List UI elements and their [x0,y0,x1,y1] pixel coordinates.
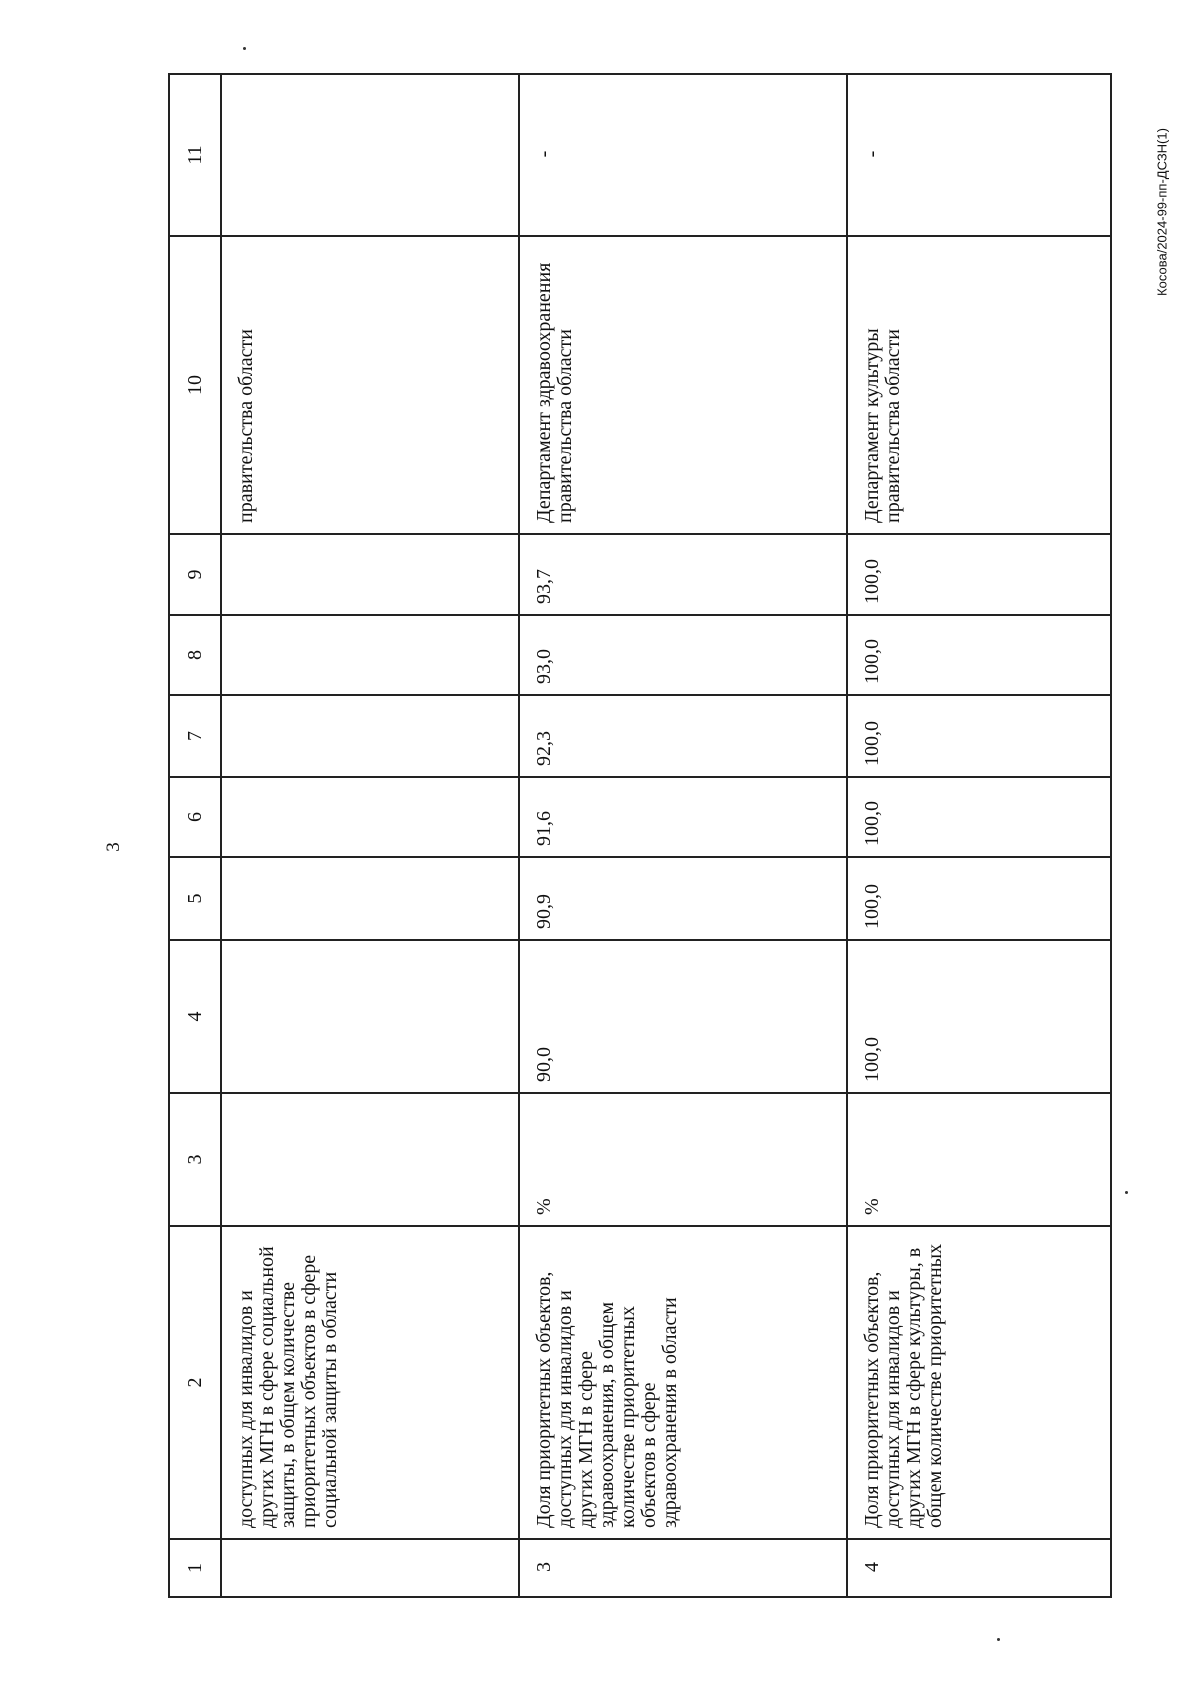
value-cell: 100,0 [847,534,1111,615]
rotated-table-wrapper [168,87,1108,1598]
header-cell: 3 [169,1093,221,1226]
value-cell [221,940,519,1093]
indicator-name-cell: доступных для инвалидов и других МГН в сфере социальной защиты, в общем количестве приоритетных объектов в сфере социальной защиты в области [221,1226,519,1539]
value-cell: 100,0 [847,777,1111,857]
value-cell: 91,6 [519,777,847,857]
value-cell: 100,0 [847,695,1111,777]
value-cell: 100,0 [847,857,1111,940]
table-header-row [169,74,221,1597]
value-cell: 100,0 [847,615,1111,695]
note-cell: - [847,74,1111,236]
value-cell: 100,0 [847,940,1111,1093]
responsible-cell: Департамент здравоохранения правительства области [519,236,847,534]
unit-cell: % [519,1093,847,1226]
row-number-cell: 4 [847,1539,1111,1597]
header-cell: 2 [169,1226,221,1539]
scan-speck [1125,1191,1128,1194]
row-number-cell: 3 [519,1539,847,1597]
value-cell: 90,0 [519,940,847,1093]
scan-speck [243,47,246,50]
note-cell [221,74,519,236]
row-number-cell [221,1539,519,1597]
header-cell: 10 [169,236,221,534]
note-cell: - [519,74,847,236]
header-cell: 8 [169,615,221,695]
unit-cell: % [847,1093,1111,1226]
value-cell [221,695,519,777]
table-row [221,74,519,1597]
value-cell: 93,0 [519,615,847,695]
indicator-name-cell: Доля приоритетных объектов, доступных для инвалидов и других МГН в сфере культуры, в общем количестве приоритетных [847,1226,1111,1539]
header-cell: 11 [169,74,221,236]
table-row [847,74,1111,1597]
value-cell: 90,9 [519,857,847,940]
unit-cell [221,1093,519,1226]
document-code [1150,128,1174,296]
page-number: 3 [103,842,124,852]
responsible-cell: правительства области [221,236,519,534]
value-cell: 93,7 [519,534,847,615]
value-cell [221,534,519,615]
document-code-text: Косова/2024-99-пп-ДСЗН(1) [1154,128,1170,296]
value-cell [221,777,519,857]
header-cell: 5 [169,857,221,940]
table-row [519,74,847,1597]
value-cell [221,615,519,695]
header-cell: 6 [169,777,221,857]
indicator-table [168,73,1112,1598]
responsible-cell: Департамент культуры правительства области [847,236,1111,534]
header-cell: 9 [169,534,221,615]
value-cell: 92,3 [519,695,847,777]
value-cell [221,857,519,940]
header-cell: 4 [169,940,221,1093]
scan-speck [997,1638,1000,1641]
header-cell: 7 [169,695,221,777]
header-cell: 1 [169,1539,221,1597]
indicator-name-cell: Доля приоритетных объектов, доступных для инвалидов и других МГН в сфере здравоохранения, в общем количестве приоритетных объектов в сфере здравоохранения в области [519,1226,847,1539]
